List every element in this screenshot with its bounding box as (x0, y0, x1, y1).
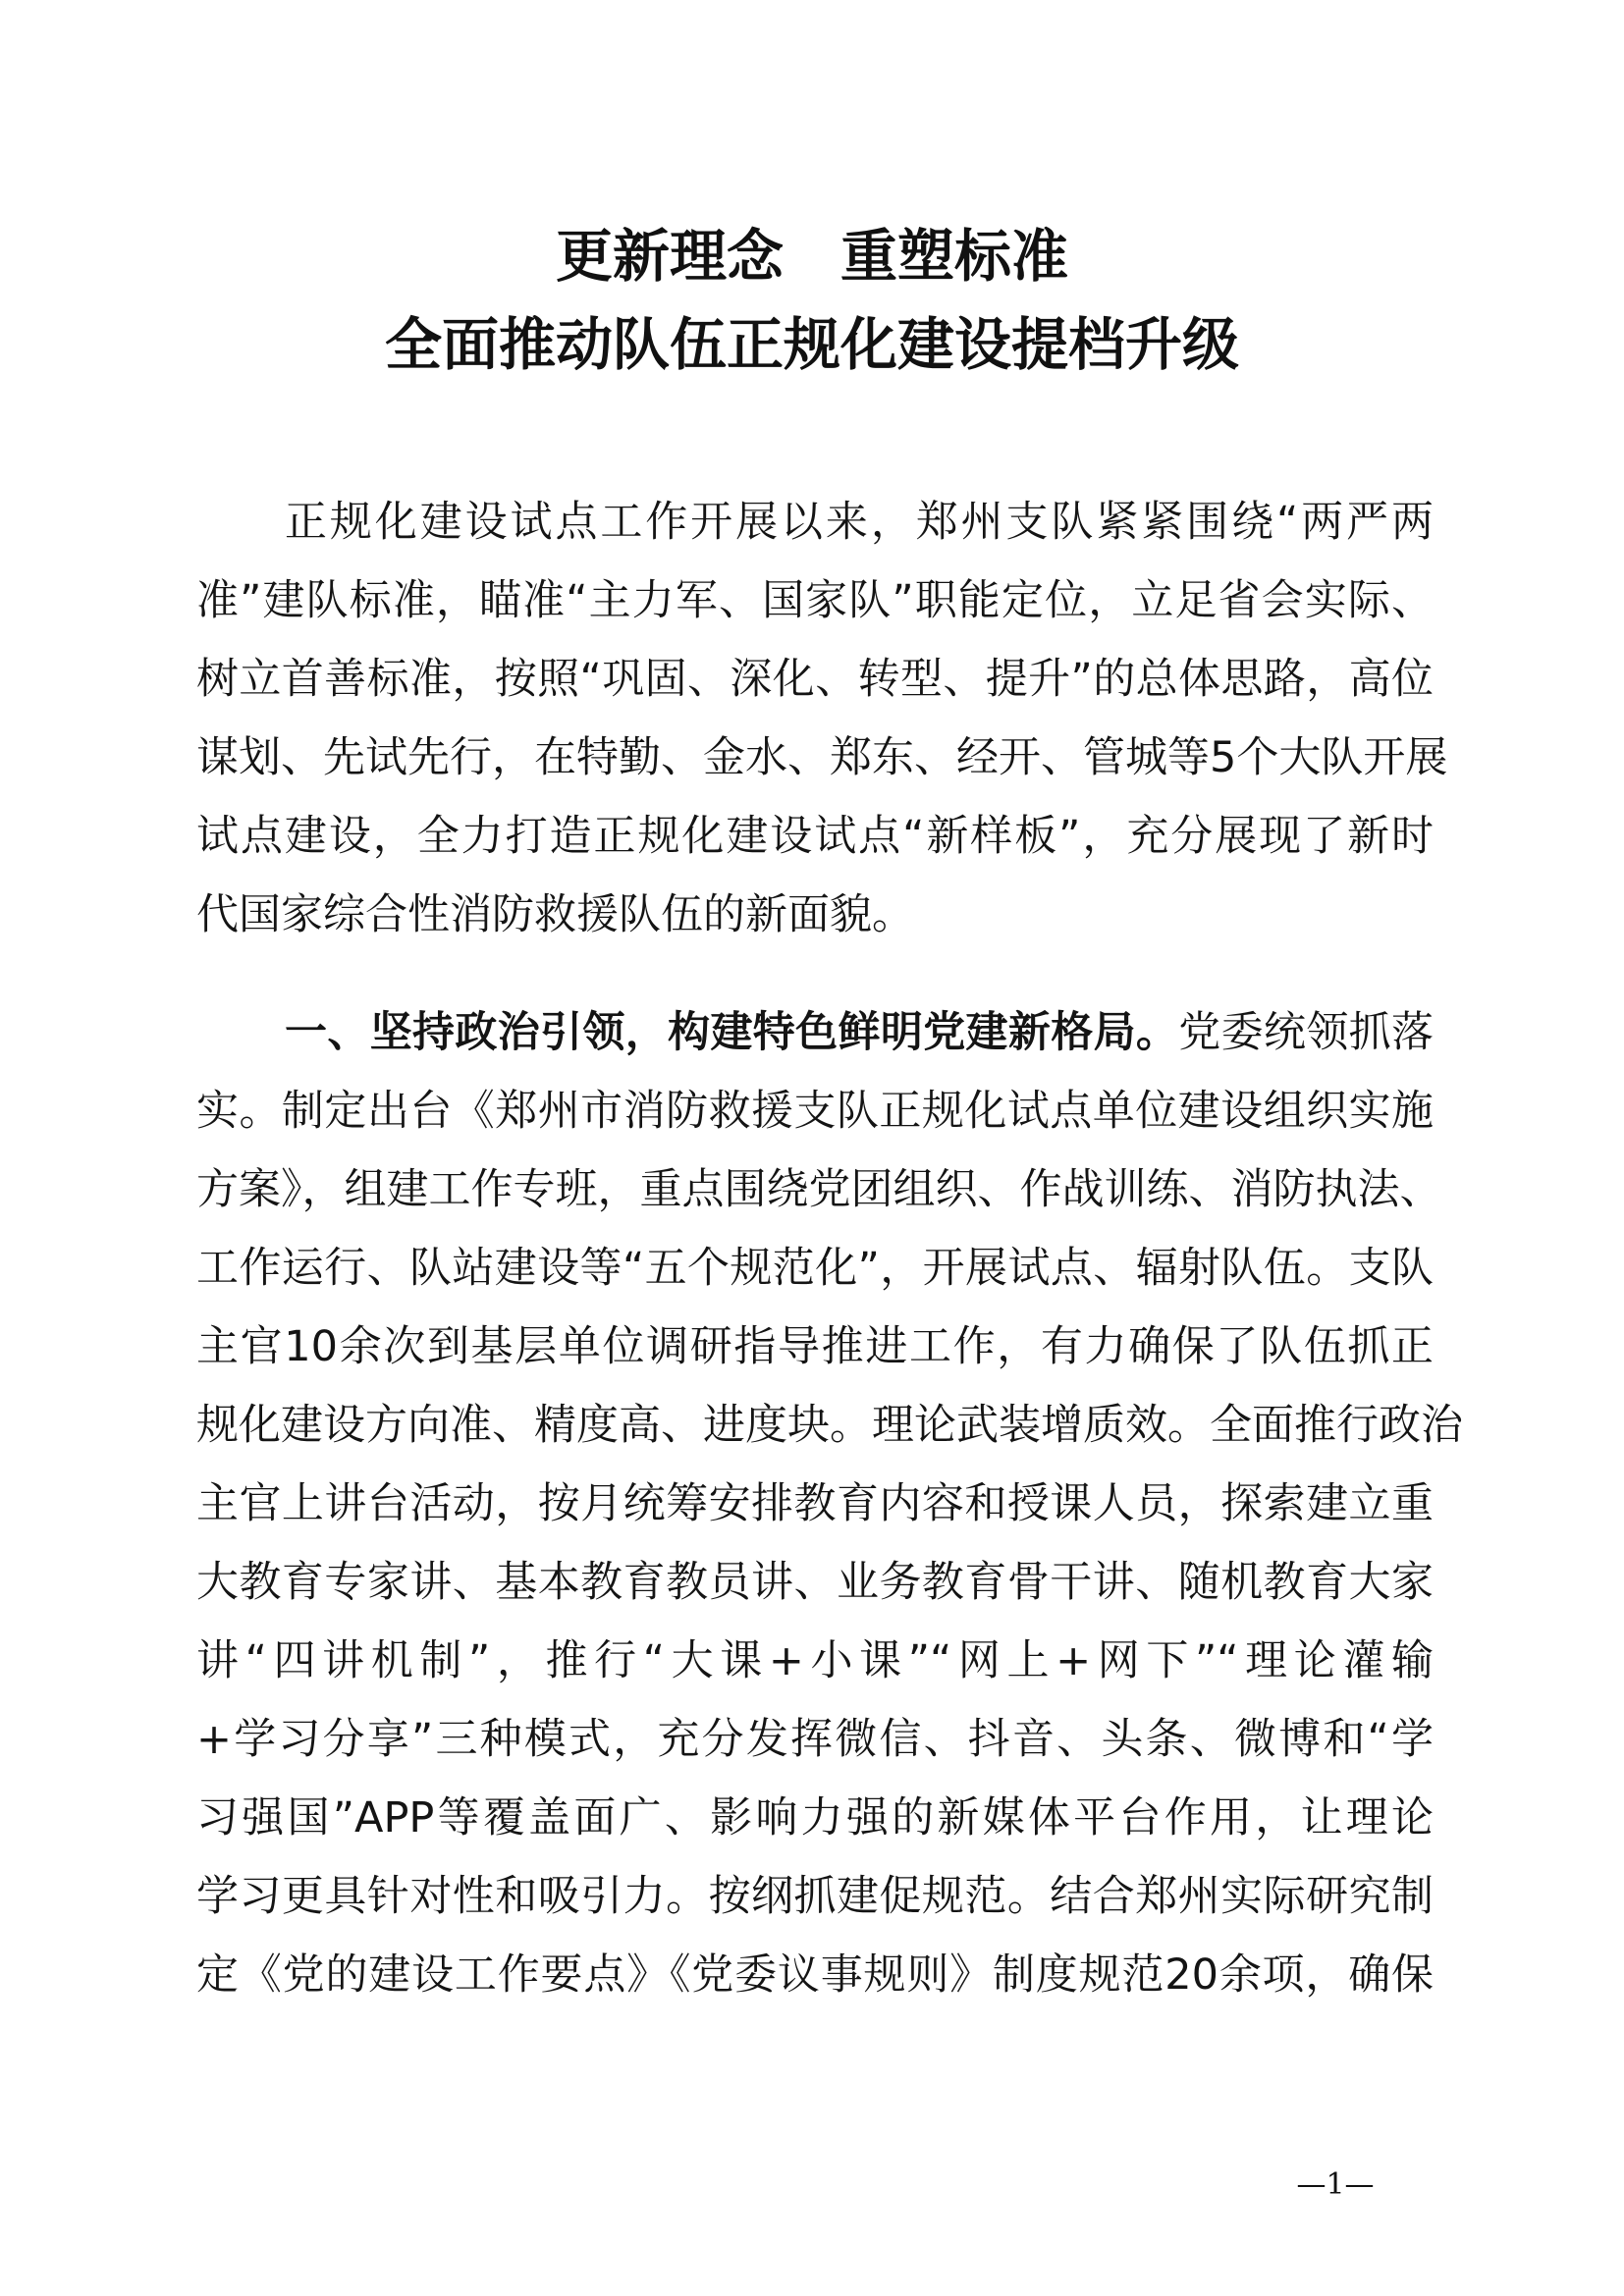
document-title-line-2: 全面推动队伍正规化建设提档升级 (384, 311, 1239, 378)
paragraph-2-line-12: 学习更具针对性和吸引力。按纲抓建促规范。结合郑州实际研究制 (196, 1872, 1434, 1921)
paragraph-2-line-4: 工作运行、队站建设等“五个规范化”，开展试点、辐射队伍。支队 (196, 1244, 1434, 1293)
paragraph-2-line-11: 习强国”APP等覆盖面广、影响力强的新媒体平台作用，让理论 (196, 1793, 1434, 1842)
paragraph-2-line-5: 主官10余次到基层单位调研指导推进工作，有力确保了队伍抓正 (196, 1322, 1434, 1371)
paragraph-1-line-5: 试点建设，全力打造正规化建设试点“新样板”，充分展现了新时 (196, 812, 1434, 861)
section-heading-1: 一、坚持政治引领，构建特色鲜明党建新格局。 (285, 1008, 1179, 1057)
paragraph-1-line-3: 树立首善标准，按照“巩固、深化、转型、提升”的总体思路，高位 (196, 655, 1434, 704)
paragraph-2-line-6: 规化建设方向准、精度高、进度块。理论武装增质效。全面推行政治 (196, 1401, 1463, 1450)
paragraph-2-line-9: 讲“四讲机制”，推行“大课+小课”“网上+网下”“理论灌输 (196, 1636, 1434, 1685)
paragraph-2-line-10: +学习分享”三种模式，充分发挥微信、抖音、头条、微博和“学 (196, 1715, 1434, 1764)
paragraph-1-line-2: 准”建队标准，瞄准“主力军、国家队”职能定位，立足省会实际、 (196, 576, 1434, 625)
paragraph-2-line-1-rest: 党委统领抓落 (1178, 1008, 1435, 1057)
paragraph-1-line-4: 谋划、先试先行，在特勤、金水、郑东、经开、管城等5个大队开展 (196, 733, 1448, 782)
paragraph-1-line-6: 代国家综合性消防救援队伍的新面貌。 (196, 890, 914, 939)
paragraph-2-line-1 (285, 993, 1434, 1072)
paragraph-2-line-13: 定《党的建设工作要点》《党委议事规则》制度规范20余项，确保 (196, 1950, 1434, 2000)
page-number: —1— (1296, 2167, 1375, 2202)
paragraph-2-line-7: 主官上讲台活动，按月统筹安排教育内容和授课人员，探索建立重 (196, 1479, 1434, 1528)
paragraph-2-line-2: 实。制定出台《郑州市消防救援支队正规化试点单位建设组织实施 (196, 1087, 1434, 1136)
paragraph-2-line-3: 方案》，组建工作专班，重点围绕党团组织、作战训练、消防执法、 (196, 1165, 1442, 1214)
document-title-line-1: 更新理念 重塑标准 (555, 223, 1068, 290)
paragraph-1-line-1: 正规化建设试点工作开展以来，郑州支队紧紧围绕“两严两 (285, 498, 1434, 547)
paragraph-2-line-8: 大教育专家讲、基本教育教员讲、业务教育骨干讲、随机教育大家 (196, 1558, 1434, 1607)
